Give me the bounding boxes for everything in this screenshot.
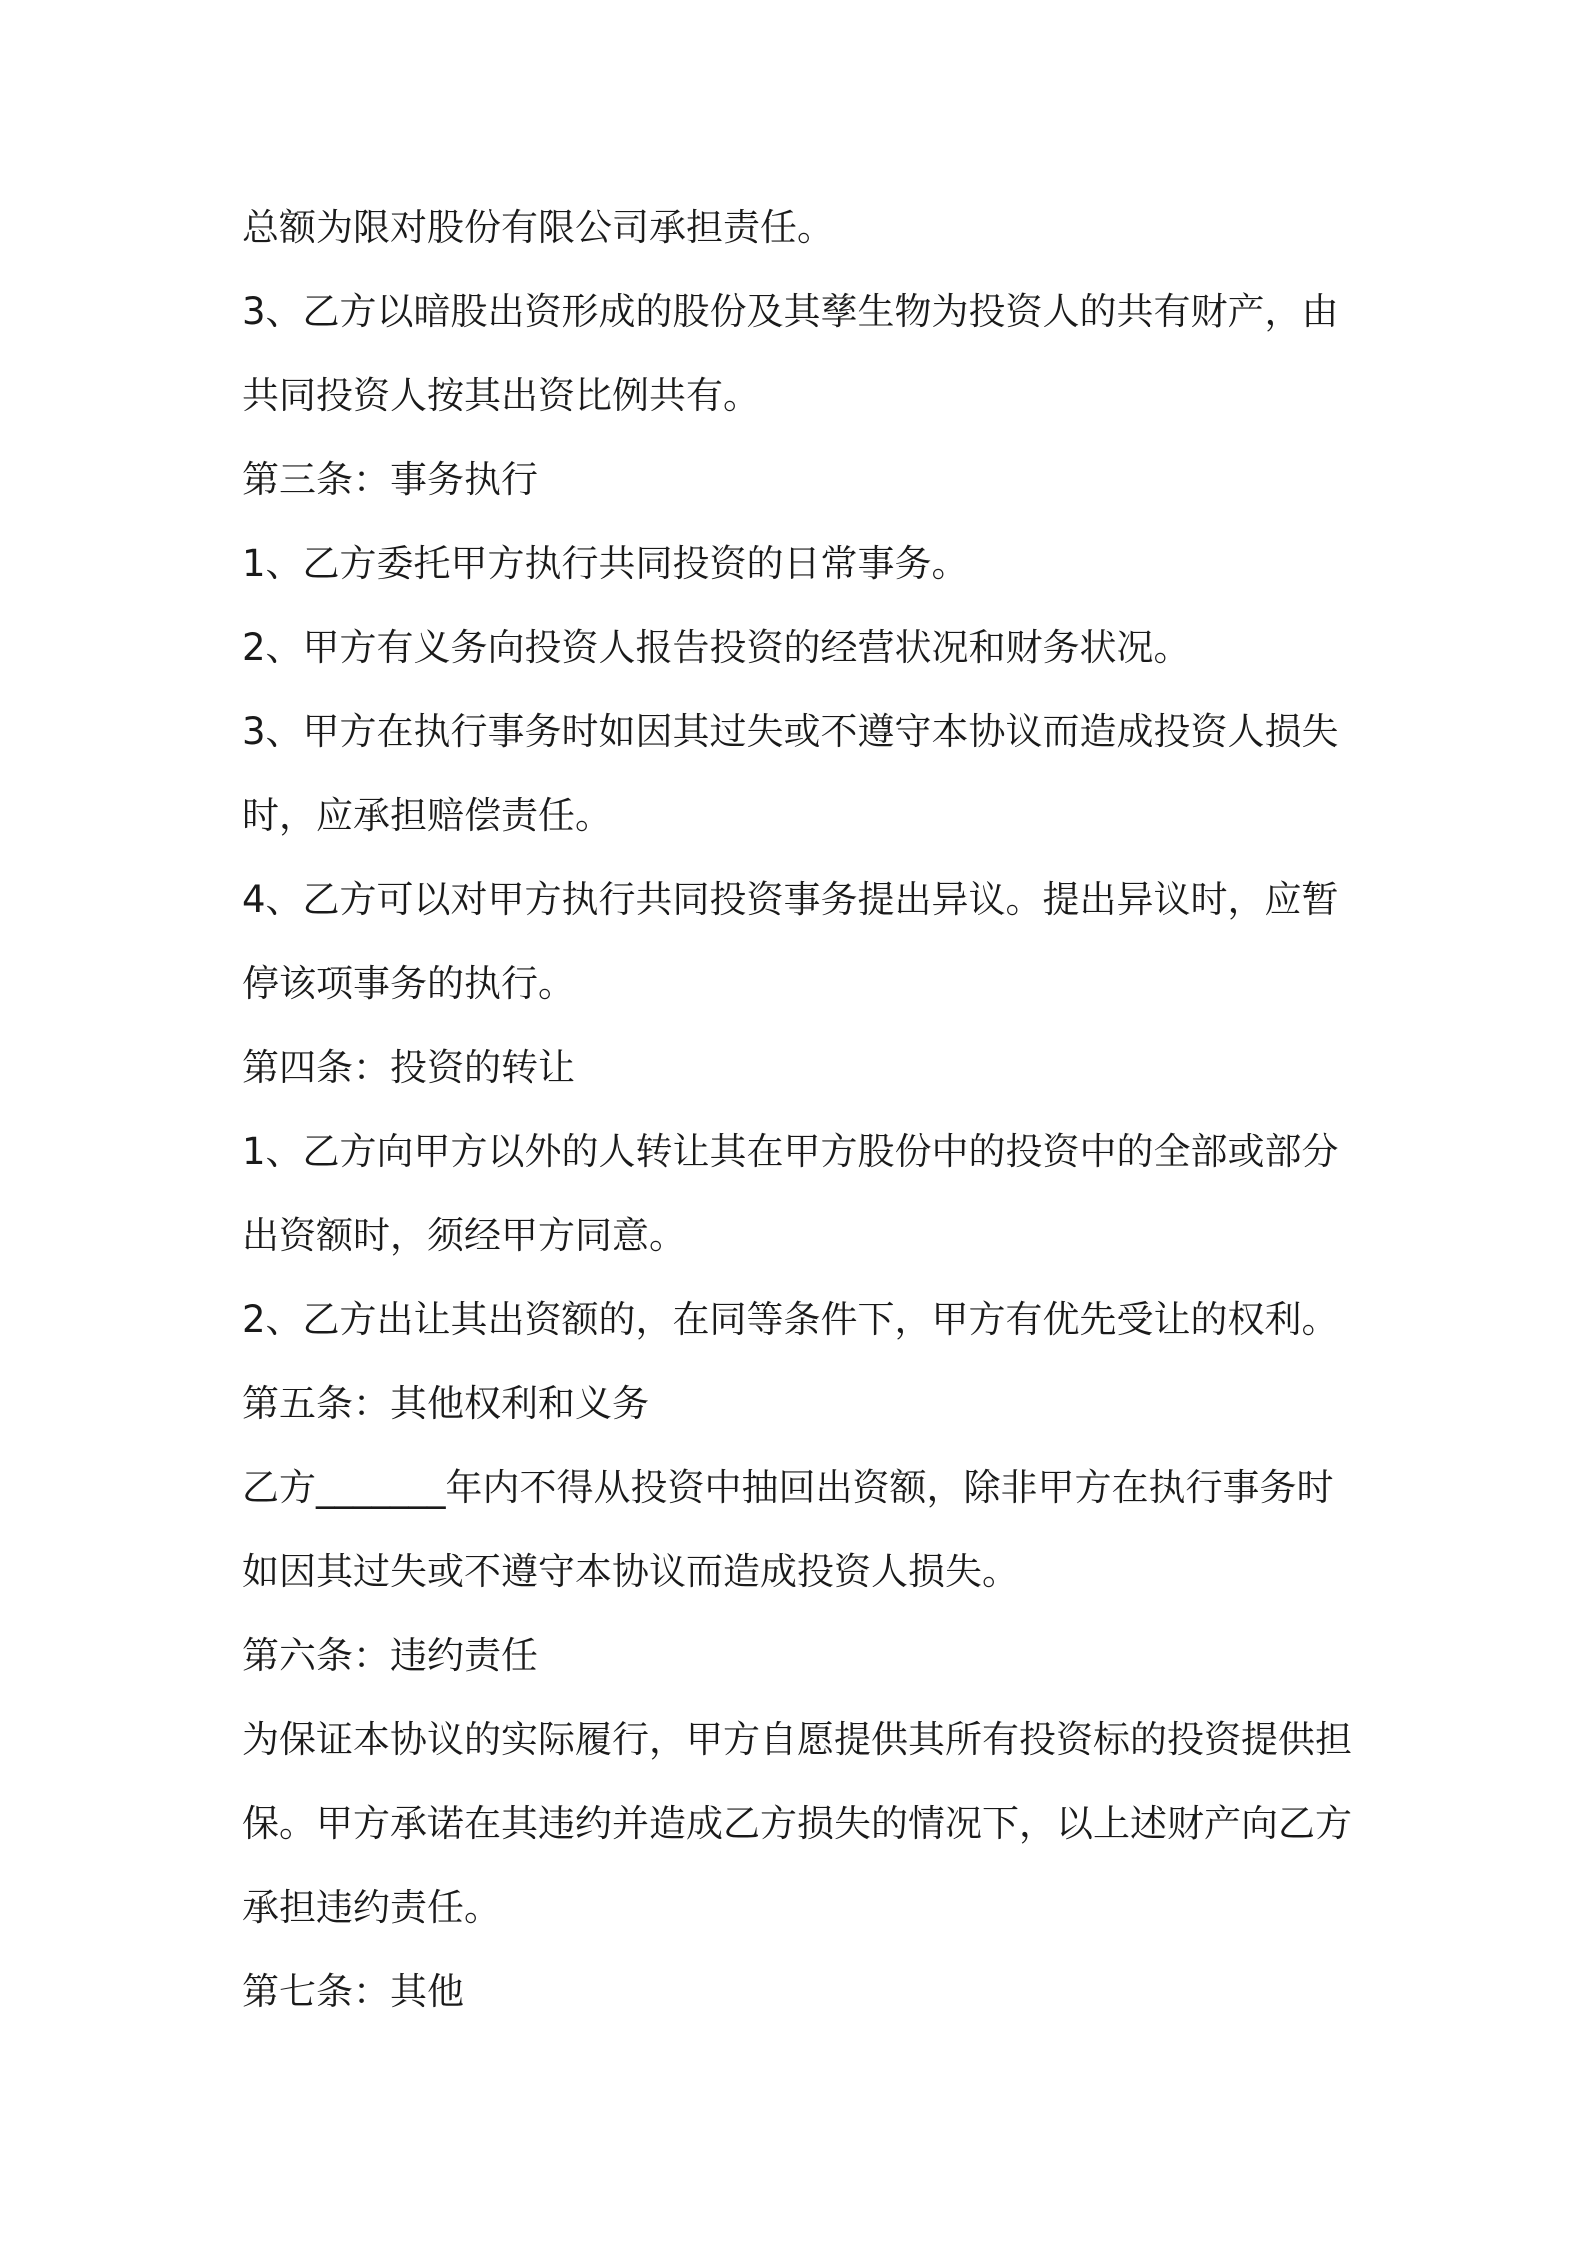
section-heading: 第四条：投资的转让 bbox=[242, 1046, 575, 1089]
paragraph-line: 3、甲方在执行事务时如因其过失或不遵守本协议而造成投资人损失 bbox=[242, 710, 1339, 753]
paragraph-line: 2、乙方出让其出资额的，在同等条件下，甲方有优先受让的权利。 bbox=[242, 1298, 1339, 1341]
paragraph-line: 如因其过失或不遵守本协议而造成投资人损失。 bbox=[242, 1550, 1019, 1593]
paragraph-line: 1、乙方委托甲方执行共同投资的日常事务。 bbox=[242, 542, 969, 585]
paragraph-line: 承担违约责任。 bbox=[242, 1886, 501, 1929]
section-heading: 第三条：事务执行 bbox=[242, 458, 538, 501]
paragraph-line: 保。甲方承诺在其违约并造成乙方损失的情况下，以上述财产向乙方 bbox=[242, 1802, 1352, 1845]
paragraph-line: 乙方_______年内不得从投资中抽回出资额，除非甲方在执行事务时 bbox=[242, 1466, 1334, 1509]
paragraph-line: 出资额时，须经甲方同意。 bbox=[242, 1214, 686, 1257]
paragraph-line: 1、乙方向甲方以外的人转让其在甲方股份中的投资中的全部或部分 bbox=[242, 1130, 1339, 1173]
paragraph-line: 4、乙方可以对甲方执行共同投资事务提出异议。提出异议时，应暂 bbox=[242, 878, 1339, 921]
paragraph-line: 时，应承担赔偿责任。 bbox=[242, 794, 612, 837]
paragraph-line: 停该项事务的执行。 bbox=[242, 962, 575, 1005]
paragraph-line: 2、甲方有义务向投资人报告投资的经营状况和财务状况。 bbox=[242, 626, 1191, 669]
document-body bbox=[242, 186, 1372, 2034]
paragraph-line: 为保证本协议的实际履行，甲方自愿提供其所有投资标的投资提供担 bbox=[242, 1718, 1352, 1761]
section-heading: 第七条：其他 bbox=[242, 1970, 464, 2013]
section-heading: 第五条：其他权利和义务 bbox=[242, 1382, 649, 1425]
paragraph-line: 总额为限对股份有限公司承担责任。 bbox=[242, 206, 834, 249]
section-heading: 第六条：违约责任 bbox=[242, 1634, 538, 1677]
paragraph-line: 共同投资人按其出资比例共有。 bbox=[242, 374, 760, 417]
paragraph-line: 3、乙方以暗股出资形成的股份及其孳生物为投资人的共有财产，由 bbox=[242, 290, 1339, 333]
